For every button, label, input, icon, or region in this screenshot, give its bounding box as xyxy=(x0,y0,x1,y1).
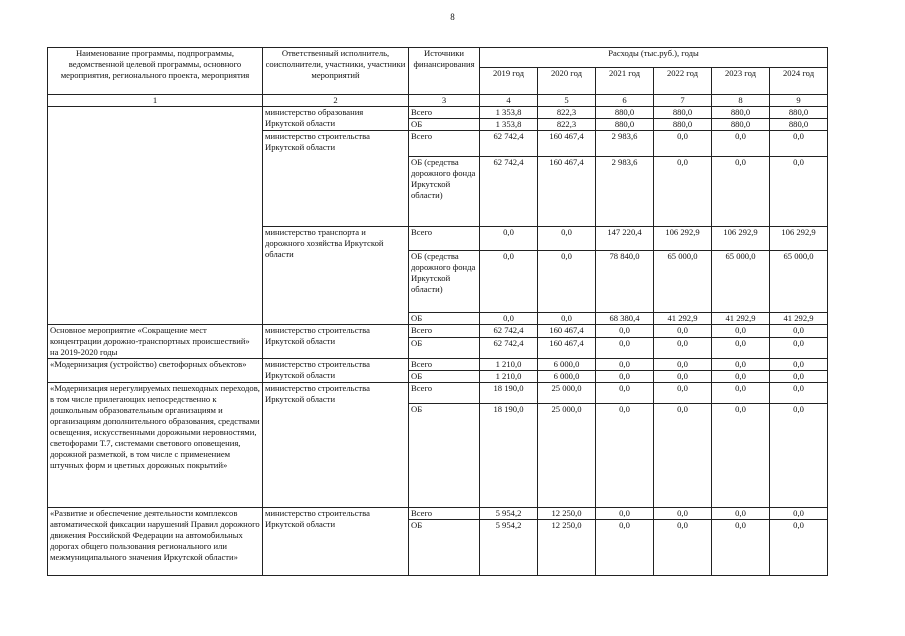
executor-line: министерство образования xyxy=(265,107,364,117)
source-cell: ОБ xyxy=(409,313,480,325)
value-cell: 0,0 xyxy=(770,337,828,358)
value-cell: 62 742,4 xyxy=(480,157,538,227)
value-cell: 0,0 xyxy=(770,404,828,508)
value-cell: 65 000,0 xyxy=(712,251,770,313)
value-cell: 0,0 xyxy=(712,508,770,520)
event-name-cell: «Развитие и обеспечение деятельности комплексов автоматической фиксации нарушений Правил дорожного движения Российской Федерации на автомобильных дорогах общего пользования регионального или межмуниципального значения Иркутской области» xyxy=(48,508,263,576)
value-cell: 0,0 xyxy=(654,131,712,157)
value-cell: 0,0 xyxy=(596,359,654,371)
value-cell: 0,0 xyxy=(654,325,712,338)
value-cell: 62 742,4 xyxy=(480,131,538,157)
source-cell: Всего xyxy=(409,131,480,157)
value-cell: 1 353,8 xyxy=(480,119,538,131)
source-cell: ОБ (средства дорожного фонда Иркутской области) xyxy=(409,157,480,227)
index-cell: 2 xyxy=(263,95,409,107)
value-cell: 106 292,9 xyxy=(654,227,712,251)
table-row xyxy=(48,508,828,520)
value-cell: 2 983,6 xyxy=(596,131,654,157)
value-cell: 880,0 xyxy=(654,119,712,131)
value-cell: 0,0 xyxy=(654,371,712,383)
event-name-cell: «Модернизация (устройство) светофорных объектов» xyxy=(48,359,263,383)
value-cell: 0,0 xyxy=(654,508,712,520)
executor-cell: министерство строительства Иркутской области xyxy=(263,325,409,359)
executor-cell xyxy=(263,107,409,131)
header-expenses: Расходы (тыс.руб.), годы xyxy=(480,48,828,68)
value-cell: 160 467,4 xyxy=(538,157,596,227)
source-cell: ОБ xyxy=(409,119,480,131)
value-cell: 880,0 xyxy=(770,119,828,131)
value-cell: 0,0 xyxy=(596,383,654,404)
index-cell: 4 xyxy=(480,95,538,107)
value-cell: 880,0 xyxy=(596,107,654,119)
value-cell: 0,0 xyxy=(596,508,654,520)
value-cell: 78 840,0 xyxy=(596,251,654,313)
value-cell: 0,0 xyxy=(770,359,828,371)
value-cell: 0,0 xyxy=(770,383,828,404)
value-cell: 1 210,0 xyxy=(480,359,538,371)
header-year: 2024 год xyxy=(770,68,828,95)
value-cell: 160 467,4 xyxy=(538,337,596,358)
value-cell: 41 292,9 xyxy=(770,313,828,325)
index-cell: 7 xyxy=(654,95,712,107)
header-source: Источники финансирования xyxy=(409,48,480,95)
value-cell: 0,0 xyxy=(654,337,712,358)
value-cell: 106 292,9 xyxy=(770,227,828,251)
value-cell: 0,0 xyxy=(712,157,770,227)
value-cell: 106 292,9 xyxy=(712,227,770,251)
value-cell: 0,0 xyxy=(538,313,596,325)
value-cell: 25 000,0 xyxy=(538,383,596,404)
value-cell: 18 190,0 xyxy=(480,404,538,508)
value-cell: 25 000,0 xyxy=(538,404,596,508)
value-cell: 880,0 xyxy=(654,107,712,119)
value-cell: 147 220,4 xyxy=(596,227,654,251)
value-cell: 0,0 xyxy=(712,383,770,404)
value-cell: 0,0 xyxy=(596,371,654,383)
page-number: 8 xyxy=(450,12,455,22)
table-body xyxy=(48,48,828,576)
event-name-cell: Основное мероприятие «Сокращение мест концентрации дорожно-транспортных происшествий» на 2019-2020 годы xyxy=(48,325,263,359)
value-cell: 0,0 xyxy=(596,325,654,338)
header-year: 2022 год xyxy=(654,68,712,95)
value-cell: 2 983,6 xyxy=(596,157,654,227)
value-cell: 1 353,8 xyxy=(480,107,538,119)
value-cell: 0,0 xyxy=(596,520,654,576)
value-cell: 0,0 xyxy=(712,337,770,358)
executor-cell: министерство строительства Иркутской области xyxy=(263,131,409,227)
index-cell: 3 xyxy=(409,95,480,107)
header-year: 2019 год xyxy=(480,68,538,95)
source-cell: ОБ xyxy=(409,371,480,383)
value-cell: 0,0 xyxy=(654,404,712,508)
header-name: Наименование программы, подпрограммы, ведомственной целевой программы, основного мероприятия, регионального проекта, мероприятия xyxy=(48,48,263,95)
executor-line: министерство строительства xyxy=(265,359,370,369)
value-cell: 0,0 xyxy=(538,227,596,251)
value-cell: 160 467,4 xyxy=(538,325,596,338)
index-cell: 8 xyxy=(712,95,770,107)
executor-cell: министерство строительства Иркутской области xyxy=(263,383,409,508)
value-cell: 0,0 xyxy=(712,371,770,383)
value-cell: 41 292,9 xyxy=(712,313,770,325)
funding-table xyxy=(47,47,828,576)
executor-cell: министерство транспорта и дорожного хозяйства Иркутской области xyxy=(263,227,409,325)
value-cell: 0,0 xyxy=(770,131,828,157)
value-cell: 0,0 xyxy=(712,359,770,371)
source-cell: Всего xyxy=(409,107,480,119)
value-cell: 0,0 xyxy=(596,337,654,358)
value-cell: 62 742,4 xyxy=(480,337,538,358)
table-row xyxy=(48,107,828,119)
index-row xyxy=(48,95,828,107)
index-cell: 9 xyxy=(770,95,828,107)
value-cell: 5 954,2 xyxy=(480,508,538,520)
value-cell: 0,0 xyxy=(654,157,712,227)
value-cell: 6 000,0 xyxy=(538,359,596,371)
executor-line: Иркутской области xyxy=(265,370,336,380)
source-cell: ОБ (средства дорожного фонда Иркутской области) xyxy=(409,251,480,313)
value-cell: 0,0 xyxy=(770,508,828,520)
value-cell: 0,0 xyxy=(654,520,712,576)
value-cell: 62 742,4 xyxy=(480,325,538,338)
value-cell: 0,0 xyxy=(770,325,828,338)
value-cell: 0,0 xyxy=(712,131,770,157)
value-cell: 0,0 xyxy=(712,520,770,576)
value-cell: 0,0 xyxy=(480,251,538,313)
executor-cell xyxy=(263,359,409,383)
source-cell: ОБ xyxy=(409,404,480,508)
value-cell: 0,0 xyxy=(770,157,828,227)
value-cell: 18 190,0 xyxy=(480,383,538,404)
value-cell: 0,0 xyxy=(654,359,712,371)
event-name-cell xyxy=(48,107,263,325)
value-cell: 160 467,4 xyxy=(538,131,596,157)
source-cell: Всего xyxy=(409,227,480,251)
event-name-cell: «Модернизация нерегулируемых пешеходных переходов, в том числе прилегающих непосредственно к дошкольным образовательным организациям и организациям дополнительного образования, средствами освещения, искусственными дорожными неровностями, светофорами Т.7, системами светового оповещения, дорожной разметкой, в том числе с применением штучных форм и цветных дорожных покрытий» xyxy=(48,383,263,508)
header-row xyxy=(48,48,828,68)
value-cell: 0,0 xyxy=(596,404,654,508)
header-executor: Ответственный исполнитель, соисполнители, участники, участники мероприятий xyxy=(263,48,409,95)
value-cell: 0,0 xyxy=(712,404,770,508)
header-year: 2023 год xyxy=(712,68,770,95)
index-cell: 6 xyxy=(596,95,654,107)
value-cell: 822,3 xyxy=(538,119,596,131)
executor-cell: министерство строительства Иркутской области xyxy=(263,508,409,576)
value-cell: 880,0 xyxy=(596,119,654,131)
value-cell: 65 000,0 xyxy=(770,251,828,313)
table-row xyxy=(48,383,828,404)
index-cell: 1 xyxy=(48,95,263,107)
source-cell: Всего xyxy=(409,383,480,404)
value-cell: 0,0 xyxy=(480,313,538,325)
value-cell: 5 954,2 xyxy=(480,520,538,576)
source-cell: ОБ xyxy=(409,337,480,358)
index-cell: 5 xyxy=(538,95,596,107)
header-year: 2021 год xyxy=(596,68,654,95)
header-year: 2020 год xyxy=(538,68,596,95)
value-cell: 0,0 xyxy=(654,383,712,404)
value-cell: 880,0 xyxy=(712,119,770,131)
value-cell: 12 250,0 xyxy=(538,508,596,520)
value-cell: 0,0 xyxy=(770,371,828,383)
value-cell: 0,0 xyxy=(538,251,596,313)
value-cell: 880,0 xyxy=(712,107,770,119)
value-cell: 41 292,9 xyxy=(654,313,712,325)
source-cell: Всего xyxy=(409,508,480,520)
value-cell: 822,3 xyxy=(538,107,596,119)
executor-line: Иркутской области xyxy=(265,118,336,128)
value-cell: 0,0 xyxy=(770,520,828,576)
value-cell: 1 210,0 xyxy=(480,371,538,383)
source-cell: ОБ xyxy=(409,520,480,576)
value-cell: 68 380,4 xyxy=(596,313,654,325)
source-cell: Всего xyxy=(409,325,480,338)
value-cell: 65 000,0 xyxy=(654,251,712,313)
table-row xyxy=(48,325,828,338)
value-cell: 6 000,0 xyxy=(538,371,596,383)
value-cell: 880,0 xyxy=(770,107,828,119)
source-cell: Всего xyxy=(409,359,480,371)
table-row xyxy=(48,359,828,371)
value-cell: 12 250,0 xyxy=(538,520,596,576)
value-cell: 0,0 xyxy=(712,325,770,338)
value-cell: 0,0 xyxy=(480,227,538,251)
